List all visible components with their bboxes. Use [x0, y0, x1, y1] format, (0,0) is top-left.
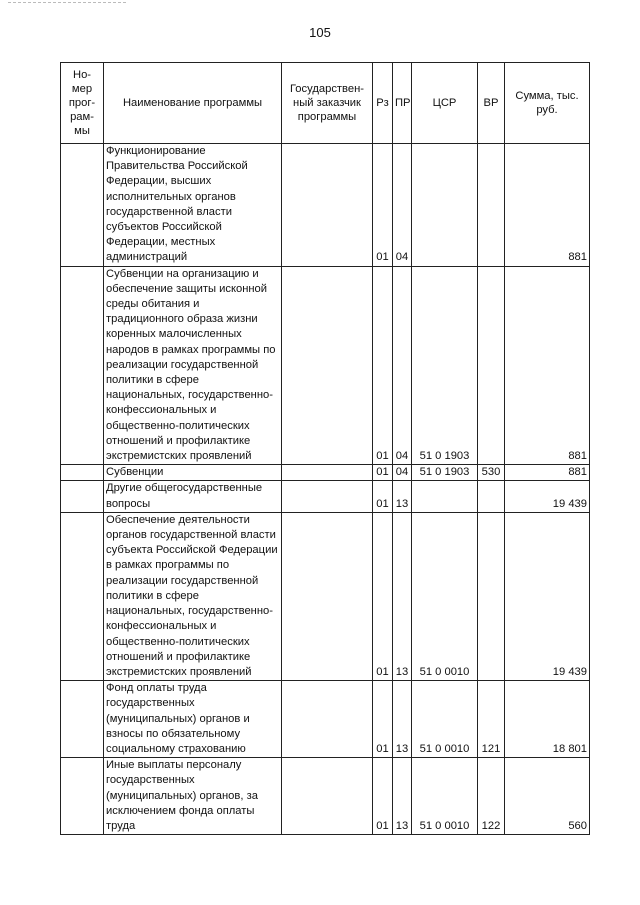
- cell-pr: 13: [393, 481, 412, 512]
- cell-program-name: Другие общегосударственные вопросы: [104, 481, 282, 512]
- cell-program-number: [61, 512, 104, 680]
- budget-table: [60, 62, 590, 835]
- cell-rz: 01: [373, 758, 393, 835]
- cell-program-number: [61, 266, 104, 465]
- table-row: [61, 758, 590, 835]
- cell-pr: 13: [393, 681, 412, 758]
- cell-program-number: [61, 144, 104, 267]
- cell-pr: 04: [393, 465, 412, 481]
- cell-state-customer: [282, 481, 373, 512]
- cell-sum: 19 439: [505, 481, 590, 512]
- header-rz: Рз: [373, 63, 393, 144]
- cell-csr: 51 0 0010: [412, 758, 478, 835]
- cell-program-name: Иные выплаты персоналу государственных (муниципальных) органов, за исключением фонда оплаты труда: [104, 758, 282, 835]
- table-row: [61, 481, 590, 512]
- cell-vr: [478, 266, 505, 465]
- header-sum: Сумма, тыс. руб.: [505, 63, 590, 144]
- table-row: [61, 465, 590, 481]
- cell-state-customer: [282, 512, 373, 680]
- cell-rz: 01: [373, 681, 393, 758]
- cell-program-name: Субвенции на организацию и обеспечение защиты исконной среды обитания и традиционного образа жизни коренных малочисленных народов в рамках программы по реализации государственной политики в сфере национальных, государственно-конфессиональных и общественно-политических отношений и профилактике экстремистских проявлений: [104, 266, 282, 465]
- table-row: [61, 266, 590, 465]
- cell-program-number: [61, 758, 104, 835]
- cell-pr: 13: [393, 512, 412, 680]
- cell-csr: [412, 144, 478, 267]
- cell-program-name: Функционирование Правительства Российской Федерации, высших исполнительных органов государственной власти субъектов Российской Федерации, местных администраций: [104, 144, 282, 267]
- cell-pr: 13: [393, 758, 412, 835]
- cell-rz: 01: [373, 266, 393, 465]
- cell-vr: [478, 512, 505, 680]
- cell-program-name: Обеспечение деятельности органов государственной власти субъекта Российской Федерации в рамках программы по реализации государственной политики в сфере национальных, государственно-конфессиональных и общественно-политических отношений и профилактике экстремистских проявлений: [104, 512, 282, 680]
- cell-vr: 122: [478, 758, 505, 835]
- cell-csr: 51 0 1903: [412, 266, 478, 465]
- cell-csr: 51 0 0010: [412, 681, 478, 758]
- cell-sum: 19 439: [505, 512, 590, 680]
- cell-rz: 01: [373, 144, 393, 267]
- cell-program-number: [61, 465, 104, 481]
- cell-program-name: Фонд оплаты труда государственных (муниципальных) органов и взносы по обязательному социальному страхованию: [104, 681, 282, 758]
- table-row: [61, 512, 590, 680]
- cell-sum: 18 801: [505, 681, 590, 758]
- header-csr: ЦСР: [412, 63, 478, 144]
- cell-state-customer: [282, 681, 373, 758]
- cell-program-number: [61, 681, 104, 758]
- cell-csr: 51 0 0010: [412, 512, 478, 680]
- cell-state-customer: [282, 266, 373, 465]
- cell-program-name: Субвенции: [104, 465, 282, 481]
- scan-edge-marks: [8, 2, 126, 5]
- cell-vr: 121: [478, 681, 505, 758]
- cell-pr: 04: [393, 266, 412, 465]
- cell-csr: 51 0 1903: [412, 465, 478, 481]
- cell-rz: 01: [373, 481, 393, 512]
- cell-vr: 530: [478, 465, 505, 481]
- cell-state-customer: [282, 144, 373, 267]
- cell-sum: 881: [505, 266, 590, 465]
- header-state-customer: Государствен- ный заказчик программы: [282, 63, 373, 144]
- table-row: [61, 681, 590, 758]
- cell-csr: [412, 481, 478, 512]
- cell-vr: [478, 144, 505, 267]
- header-program-number: Но- мер прог- рам- мы: [61, 63, 104, 144]
- table-header-row: [61, 63, 590, 144]
- cell-rz: 01: [373, 465, 393, 481]
- cell-state-customer: [282, 758, 373, 835]
- cell-rz: 01: [373, 512, 393, 680]
- cell-sum: 881: [505, 465, 590, 481]
- header-program-name: Наименование программы: [104, 63, 282, 144]
- cell-pr: 04: [393, 144, 412, 267]
- page-number: 105: [309, 25, 331, 40]
- cell-program-number: [61, 481, 104, 512]
- header-pr: ПР: [393, 63, 412, 144]
- cell-state-customer: [282, 465, 373, 481]
- header-vr: ВР: [478, 63, 505, 144]
- cell-sum: 881: [505, 144, 590, 267]
- cell-vr: [478, 481, 505, 512]
- table-row: [61, 144, 590, 267]
- cell-sum: 560: [505, 758, 590, 835]
